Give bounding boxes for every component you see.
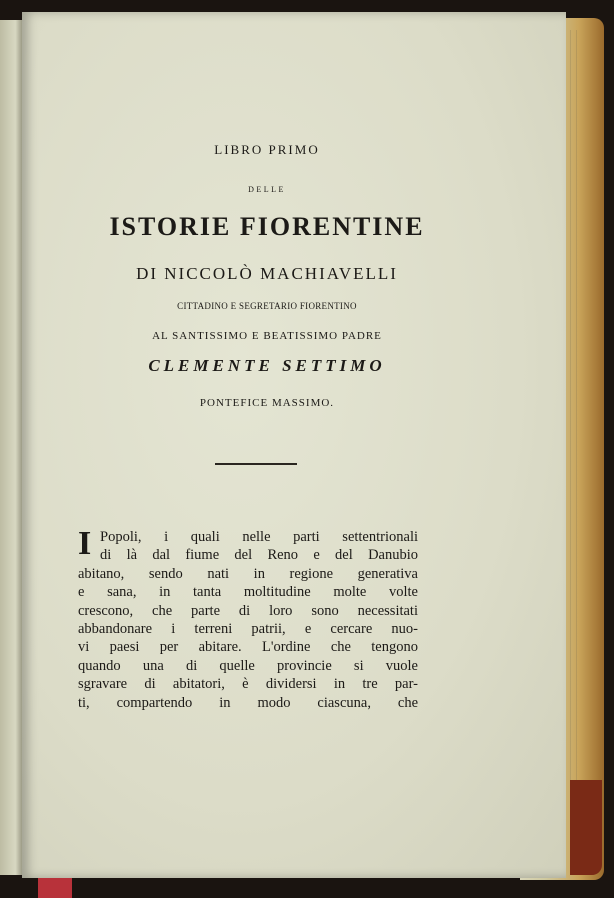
delle-heading: DELLE [248,185,286,194]
author-heading: DI NICCOLÒ MACHIAVELLI [136,264,398,283]
author-role: CITTADINO E SEGRETARIO FIORENTINO [177,301,357,311]
dedicatee-title: PONTEFICE MASSIMO. [199,397,335,409]
text-line: sgravare di abitatori, è dividersi in tre par- [78,676,418,693]
text-line: crescono, che parte di loro sono necessitati [78,602,418,619]
text-line: di là dal fiume del Reno e del Danubio [100,547,418,564]
body-paragraph [78,525,418,712]
red-edge-corner [570,780,602,875]
drop-cap: I [78,525,92,562]
book-number-heading: LIBRO PRIMO [214,142,320,157]
text-line: ti, compartendo in modo ciascuna, che [78,694,418,711]
text-line: e sana, in tanta moltitudine molte volte [78,584,418,601]
text-line: quando una di quelle provincie si vuole [78,657,418,674]
left-page-edge [0,20,22,875]
text-line: abitano, sendo nati in regione generativa [78,565,418,582]
text-line: Popoli, i quali nelle parti settentrionali [100,529,418,545]
dedicatee-name: CLEMENTE SETTIMO [148,356,386,375]
section-divider [215,463,297,465]
dedication-line: AL SANTISSIMO E BEATISSIMO PADRE [152,330,382,342]
text-line: vi paesi per abitare. L'ordine che tengono [78,639,418,656]
title-heading: ISTORIE FIORENTINE [109,212,425,241]
red-bookmark [38,876,72,898]
book-page [22,12,566,878]
text-line: abbandonare i terreni patrii, e cercare nuo- [78,620,418,637]
